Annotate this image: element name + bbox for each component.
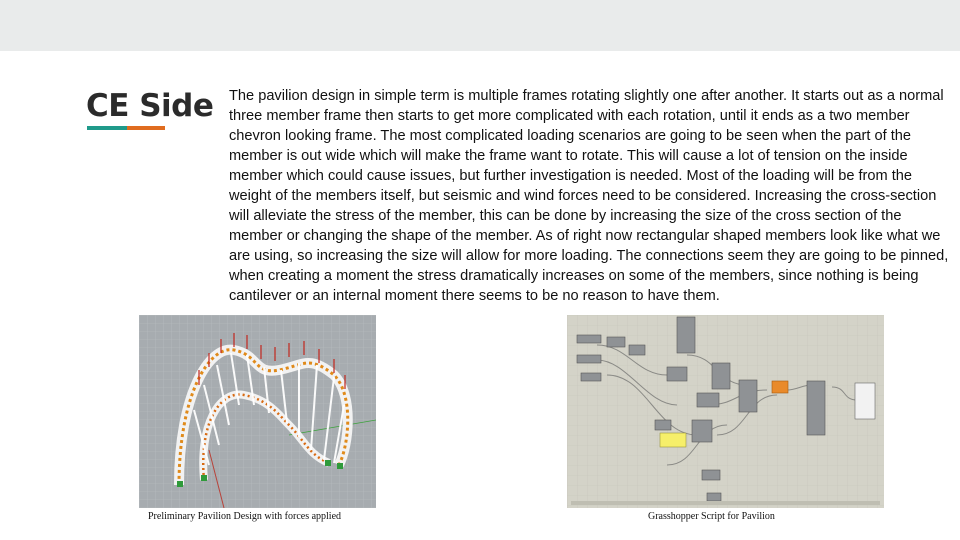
figure-caption-pavilion: Preliminary Pavilion Design with forces applied: [148, 511, 342, 522]
slide-header-band: [0, 0, 960, 51]
body-paragraph: The pavilion design in simple term is multiple frames rotating slightly one after another. It starts out as a normal three member frame then starts to get more complicated with each rotation, until it ends as a two member chevron looking frame. The most complicated loading scenarios are going to be seen when the part of the member is out wide which will make the frame want to rotate. This will cause a lot of tension on the inside member which could cause issues, but further investigation is needed. Most of the loading will be from the weight of the members itself, but seismic and wind forces need to be considered. Increasing the cross-section will alleviate the stress of the member, this can be done by increasing the size of the cross section of the member or changing the shape of the member. As of right now rectangular shaped members look like what we are using, so increasing the size will allow for more loading. The connections seem they are going to be pinned, when creating a moment the stress dramatically increases on some of the members, since nothing is being cantilever or an internal moment there seems to be no reason to have them.: [229, 88, 949, 304]
title-underline-teal: [87, 126, 127, 130]
figure-caption-grasshopper: Grasshopper Script for Pavilion: [648, 511, 775, 522]
title-underline-orange: [127, 126, 165, 130]
pavilion-render-image: [139, 315, 376, 508]
slide-title: CE Side: [86, 88, 214, 124]
grasshopper-script-image: [567, 315, 884, 508]
